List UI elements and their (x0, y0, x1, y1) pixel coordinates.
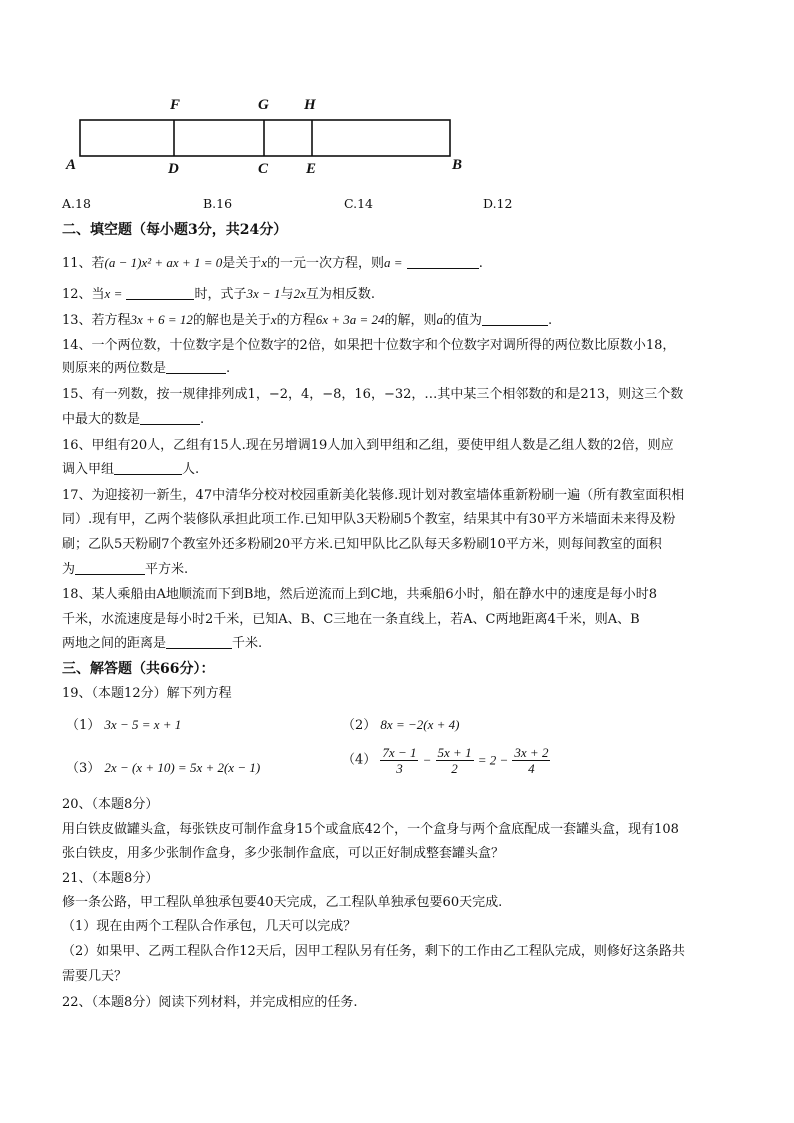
question-17-line3: 刷；乙队5天粉刷7个教室外还多粉刷20平方米.已知甲队比乙队每天多粉刷10平方米，则每间教室的面积 (62, 537, 662, 552)
question-16-line2: 调入甲组 人. (62, 462, 200, 477)
label-b: B (452, 157, 463, 173)
question-15-line1: 15、有一列数，按一规律排列成1，−2，4，−8，16，−32，…其中某三个相邻数的和是213，则这三个数 (62, 387, 684, 402)
question-21-part2-cont: 需要几天？ (62, 969, 128, 984)
equation-2: （2） 8x = −2(x + 4) (342, 717, 460, 733)
question-17-line4: 为 平方米. (62, 562, 189, 577)
choice-c: C.14 (344, 196, 373, 211)
answer-blank[interactable] (126, 286, 194, 300)
outer-rectangle (80, 120, 450, 156)
question-20-line1: 用白铁皮做罐头盒，每张铁皮可制作盒身15个或盒底42个，一个盒身与两个盒底配成一套罐头盒，现有108 (62, 822, 679, 837)
label-g: G (258, 97, 269, 113)
label-h: H (304, 97, 316, 113)
label-a: A (66, 157, 77, 173)
equation-4: （4） $\frac{7x - 1}{3}$ − $\frac{5x + 1}{2}$ = 2 − $\frac{3x + 2}{4}$ (342, 745, 549, 776)
question-16-line1: 16、甲组有20人，乙组有15人.现在另增调19人加入到甲组和乙组，要使甲组人数是乙组人数的2倍，则应 (62, 438, 674, 453)
label-d: D (168, 161, 179, 177)
question-18-line3: 两地之间的距离是 千米. (62, 636, 263, 651)
question-21-part1: （1）现在由两个工程队合作承包，几天可以完成？ (62, 919, 357, 934)
answer-blank[interactable] (166, 360, 226, 374)
question-20-title: 20、（本题8分） (62, 797, 159, 812)
label-c: C (258, 161, 269, 177)
figure-drawing (60, 92, 480, 187)
fraction-2: $\frac{5x + 1}{2}$ (437, 745, 472, 776)
choice-d: D.12 (483, 196, 513, 211)
label-f: F (170, 97, 181, 113)
choice-a: A.18 (62, 196, 91, 211)
question-14-line2: 则原来的两位数是 . (62, 361, 231, 376)
section2-heading: 二、填空题（每小题3分，共24分） (62, 222, 288, 238)
question-20-line2: 张白铁皮，用多少张制作盒身，多少张制作盒底，可以正好制成整套罐头盒？ (62, 846, 505, 861)
section3-heading: 三、解答题（共66分）： (62, 661, 215, 677)
answer-blank[interactable] (75, 561, 145, 575)
question-13: 13、若方程3x + 6 = 12的解也是关于x的方程6x + 3a = 24的解，则a的值为 . (62, 312, 553, 328)
question-12: 12、当x = 时，式子3x − 1与2x互为相反数. (62, 286, 375, 302)
question-17-line1: 17、为迎接初一新生，47中清华分校对校园重新美化装修.现计划对教室墙体重新粉刷一遍（所有教室面积相 (62, 488, 685, 503)
choice-b: B.16 (203, 196, 233, 211)
question-15-line2: 中最大的数是 . (62, 412, 205, 427)
question-21-part2: （2）如果甲、乙两工程队合作12天后，因甲工程队另有任务，剩下的工作由乙工程队完成，则修好这条路共 (62, 944, 685, 959)
answer-blank[interactable] (407, 255, 479, 269)
question-14-line1: 14、一个两位数，十位数字是个位数字的2倍，如果把十位数字和个位数字对调所得的两位数比原数小18， (62, 338, 676, 353)
question-11: 11、若(a − 1)x² + ax + 1 = 0是关于x的一元一次方程，则a = . (62, 255, 483, 271)
answer-blank[interactable] (114, 461, 182, 475)
question-17-line2: 同）.现有甲，乙两个装修队承担此项工作.已知甲队3天粉刷5个教室，结果其中有30平方米墙面未来得及粉 (62, 512, 676, 527)
equation-1: （1） 3x − 5 = x + 1 (66, 717, 182, 733)
answer-blank[interactable] (482, 312, 548, 326)
question-18-line1: 18、某人乘船由A地顺流而下到B地，然后逆流而上到C地，共乘船6小时，船在静水中的速度是每小时8 (62, 587, 657, 602)
equation-3: （3） 2x − (x + 10) = 5x + 2(x − 1) (66, 760, 261, 776)
segment-figure (60, 92, 480, 187)
label-e: E (306, 161, 317, 177)
answer-blank[interactable] (140, 411, 200, 425)
answer-blank[interactable] (166, 635, 232, 649)
question-22-title: 22、（本题8分）阅读下列材料，并完成相应的任务. (62, 995, 358, 1010)
fraction-1: $\frac{7x - 1}{3}$ (382, 745, 417, 776)
question-19-title: 19、（本题12分）解下列方程 (62, 686, 232, 701)
answer-choices (62, 196, 742, 214)
question-21-line1: 修一条公路，甲工程队单独承包要40天完成，乙工程队单独承包要60天完成. (62, 895, 503, 910)
question-21-title: 21、（本题8分） (62, 871, 159, 886)
fraction-3: $\frac{3x + 2}{4}$ (514, 745, 549, 776)
question-18-line2: 千米，水流速度是每小时2千米，已知A、B、C三地在一条直线上，若A、C两地距离4千米，则A、B (62, 612, 640, 627)
